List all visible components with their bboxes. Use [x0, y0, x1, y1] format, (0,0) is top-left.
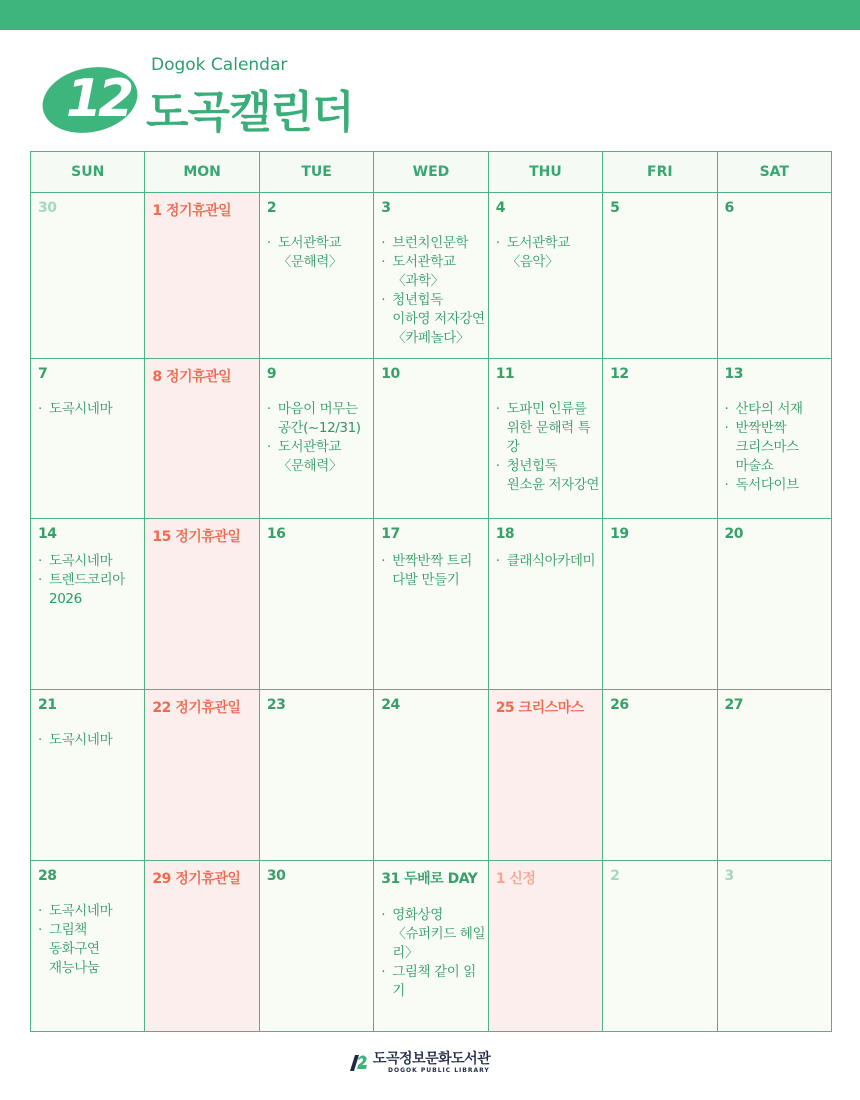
day-label: 20	[724, 526, 744, 542]
day-cell-content	[145, 526, 258, 696]
day-label: 8 정기휴관일	[152, 369, 232, 385]
event-list	[496, 400, 602, 495]
day-label: 30	[266, 868, 286, 884]
day-cell-tue	[259, 359, 373, 519]
day-cell-content	[603, 200, 716, 365]
event-item: · 영화상영 〈슈퍼키드 헤일리〉	[381, 906, 487, 963]
event-item: · 도곡시네마	[38, 400, 144, 419]
day-cell-fri	[603, 519, 717, 690]
day-cell-fri	[603, 193, 717, 359]
day-cell-content	[145, 366, 258, 525]
event-item: · 브런치인문학	[381, 234, 487, 253]
day-cell-thu	[488, 861, 602, 1032]
calendar-subtitle: Dogok Calendar	[151, 55, 288, 75]
event-list	[381, 906, 487, 1001]
day-cell-sat	[717, 861, 831, 1032]
day-label: 19	[610, 526, 629, 542]
day-cell-content	[718, 526, 831, 696]
day-cell-content	[31, 200, 144, 365]
event-item: · 도서관학교 〈과학〉	[381, 253, 487, 291]
event-item: · 산타의 서재	[725, 400, 831, 419]
day-cell-content	[374, 366, 487, 525]
day-cell-content	[31, 526, 144, 696]
day-cell-content	[718, 366, 831, 525]
day-cell-content	[31, 868, 144, 1038]
calendar-grid	[30, 151, 832, 1032]
day-cell-content	[260, 526, 373, 696]
day-label: 26	[610, 697, 629, 713]
day-cell-thu	[488, 193, 602, 359]
calendar-header	[40, 52, 540, 142]
event-item: · 반짝반짝 크리스마스 마술쇼	[725, 419, 831, 476]
day-cell-thu	[488, 690, 602, 861]
event-list	[267, 234, 373, 272]
weekday-header-row	[31, 152, 832, 193]
day-cell-content	[260, 366, 373, 525]
day-cell-wed	[374, 861, 488, 1032]
event-list	[38, 552, 144, 609]
day-cell-tue	[259, 519, 373, 690]
day-cell-content	[31, 697, 144, 867]
day-label: 29 정기휴관일	[152, 871, 241, 887]
event-list	[38, 902, 144, 978]
day-cell-tue	[259, 690, 373, 861]
day-cell-content	[718, 868, 831, 1038]
day-label: 23	[266, 697, 286, 713]
top-banner	[0, 0, 860, 30]
day-label: 2	[610, 868, 620, 884]
day-label: 27	[724, 697, 744, 713]
weekday-sat: SAT	[717, 152, 831, 193]
day-cell-content	[145, 200, 258, 365]
day-cell-wed	[374, 690, 488, 861]
day-cell-content	[603, 526, 716, 696]
weekday-thu: THU	[488, 152, 602, 193]
day-label: 14	[38, 526, 57, 542]
weekday-fri: FRI	[603, 152, 717, 193]
day-cell-content	[489, 697, 602, 867]
day-cell-content	[374, 697, 487, 867]
week-row	[31, 519, 832, 690]
day-label: 5	[610, 200, 620, 216]
day-cell-sun	[31, 690, 145, 861]
day-cell-content	[603, 366, 716, 525]
event-list	[267, 400, 373, 476]
weekday-sun: SUN	[31, 152, 145, 193]
day-label: 22 정기휴관일	[152, 700, 241, 716]
day-cell-sat	[717, 193, 831, 359]
event-item: · 그림책 같이 읽기	[381, 963, 487, 1001]
day-label: 12	[610, 366, 629, 382]
month-number: 12	[65, 69, 131, 129]
day-label: 15 정기휴관일	[152, 529, 241, 545]
day-cell-content	[489, 526, 602, 696]
event-list	[381, 234, 487, 348]
day-cell-sat	[717, 690, 831, 861]
day-label: 25 크리스마스	[495, 700, 584, 716]
day-cell-sun	[31, 519, 145, 690]
day-label: 3	[381, 200, 391, 216]
weekday-tue: TUE	[259, 152, 373, 193]
day-label: 21	[38, 697, 57, 713]
day-cell-content	[260, 200, 373, 365]
day-cell-content	[260, 697, 373, 867]
day-cell-sat	[717, 519, 831, 690]
month-badge	[40, 60, 144, 136]
library-name: 도곡정보문화도서관	[373, 1051, 491, 1067]
event-item: · 도서관학교 〈문해력〉	[267, 438, 373, 476]
event-item: · 독서다이브	[725, 476, 831, 495]
event-item: · 클래식아카데미	[496, 552, 602, 571]
event-item: · 도곡시네마	[38, 731, 144, 750]
week-row	[31, 861, 832, 1032]
day-cell-wed	[374, 359, 488, 519]
day-label: 24	[381, 697, 400, 713]
day-cell-mon	[145, 359, 259, 519]
weekday-mon: MON	[145, 152, 259, 193]
day-cell-content	[374, 526, 487, 696]
event-item: · 도곡시네마	[38, 552, 144, 571]
event-list	[381, 552, 487, 590]
day-label: 17	[381, 526, 400, 542]
day-label: 9	[266, 366, 277, 382]
library-logo-icon	[346, 1049, 370, 1073]
week-row	[31, 690, 832, 861]
day-cell-mon	[145, 193, 259, 359]
event-item: · 도파민 인류를 위한 문해력 특강	[496, 400, 602, 457]
week-row	[31, 359, 832, 519]
day-cell-mon	[145, 519, 259, 690]
day-cell-content	[489, 200, 602, 365]
event-item: · 반짝반짝 트리 다발 만들기	[381, 552, 487, 590]
day-cell-sat	[717, 359, 831, 519]
day-cell-content	[260, 868, 373, 1038]
day-cell-content	[718, 200, 831, 365]
day-cell-sun	[31, 359, 145, 519]
week-row	[31, 193, 832, 359]
day-cell-content	[718, 697, 831, 867]
day-label: 13	[724, 366, 744, 382]
day-cell-content	[31, 366, 144, 525]
day-cell-fri	[603, 861, 717, 1032]
event-item: · 청년힙독 이하영 저자강연 〈카페놀다〉	[381, 291, 487, 348]
event-item: · 청년힙독 원소윤 저자강연	[496, 457, 602, 495]
calendar-title: 도곡캘린더	[146, 87, 354, 138]
day-label: 3	[724, 868, 734, 884]
day-cell-mon	[145, 861, 259, 1032]
day-label: 11	[495, 366, 515, 382]
day-label: 6	[724, 200, 734, 216]
library-footer	[346, 1046, 526, 1082]
day-cell-sun	[31, 861, 145, 1032]
day-label: 1 신정	[495, 871, 536, 887]
day-cell-content	[145, 868, 258, 1038]
event-item: · 그림책 동화구연 재능나눔	[38, 921, 144, 978]
day-cell-content	[603, 868, 716, 1038]
event-list	[725, 400, 831, 495]
day-label: 30	[38, 200, 57, 216]
day-cell-content	[489, 868, 602, 1038]
day-cell-wed	[374, 519, 488, 690]
event-item: · 도서관학교 〈문해력〉	[267, 234, 373, 272]
day-cell-wed	[374, 193, 488, 359]
event-list	[496, 234, 602, 272]
day-label: 7	[38, 366, 48, 382]
day-cell-thu	[488, 519, 602, 690]
weekday-wed: WED	[374, 152, 488, 193]
day-cell-fri	[603, 359, 717, 519]
day-label: 2	[266, 200, 277, 216]
day-cell-content	[374, 200, 487, 365]
event-item: · 마음이 머무는 공간(~12/31)	[267, 400, 373, 438]
day-cell-sun	[31, 193, 145, 359]
day-cell-fri	[603, 690, 717, 861]
event-list	[496, 552, 602, 571]
day-cell-thu	[488, 359, 602, 519]
day-cell-content	[145, 697, 258, 867]
event-item: · 트렌드코리아 2026	[38, 571, 144, 609]
day-label: 31 두배로 DAY	[381, 871, 478, 887]
day-label: 16	[266, 526, 286, 542]
event-item: · 도서관학교 〈음악〉	[496, 234, 602, 272]
day-label: 18	[495, 526, 515, 542]
event-list	[38, 400, 144, 419]
day-cell-tue	[259, 193, 373, 359]
day-label: 10	[381, 366, 400, 382]
day-label: 28	[38, 868, 57, 884]
day-cell-content	[489, 366, 602, 525]
day-label: 1 정기휴관일	[152, 203, 232, 219]
day-cell-tue	[259, 861, 373, 1032]
event-item: · 도곡시네마	[38, 902, 144, 921]
event-list	[38, 731, 144, 750]
day-cell-content	[374, 868, 487, 1038]
day-cell-content	[603, 697, 716, 867]
day-cell-mon	[145, 690, 259, 861]
day-label: 4	[495, 200, 505, 216]
library-name-en: DOGOK PUBLIC LIBRARY	[388, 1067, 490, 1074]
